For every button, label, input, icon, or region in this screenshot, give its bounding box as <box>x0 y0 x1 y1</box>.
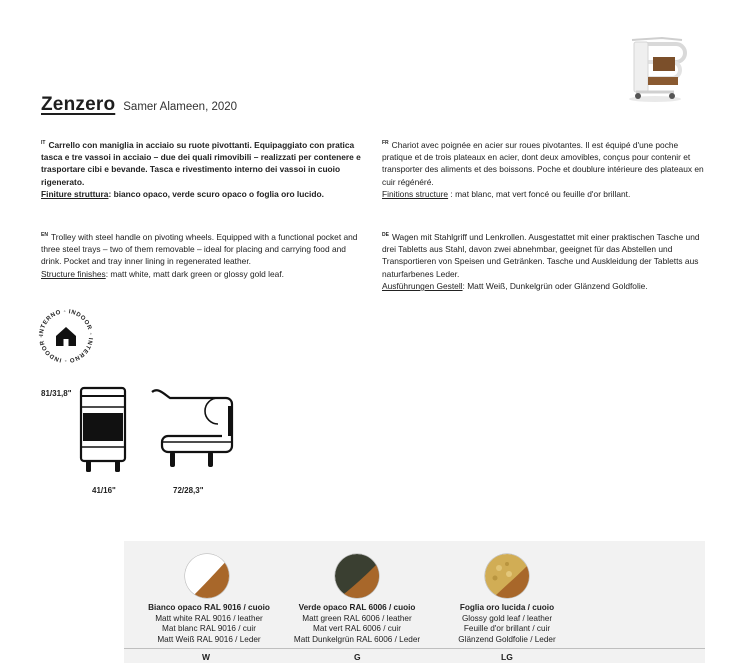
width-dimension: 41/16" <box>92 486 116 495</box>
finish-label-it: Finiture struttura <box>41 188 109 199</box>
swatch-green <box>335 554 379 598</box>
finish-text-green <box>272 603 442 645</box>
height-dimension: 81/31,8" <box>41 389 72 398</box>
finish-line: Mat vert RAL 6006 / cuir <box>313 624 401 633</box>
finishes-panel <box>124 541 705 663</box>
product-title: Zenzero <box>41 94 116 115</box>
finish-title-gold: Foglia oro lucida / cuoio <box>459 603 555 612</box>
swatch-gold <box>485 554 529 598</box>
front-view-drawing <box>77 385 129 477</box>
lang-tag-it: IT <box>41 140 46 146</box>
finish-value-en: : matt white, matt dark green or glossy gold leaf. <box>105 268 284 279</box>
finish-label-de: Ausführungen Gestell <box>382 280 463 291</box>
finish-value-it: : bianco opaco, verde scuro opaco o foglia oro lucido. <box>108 188 324 199</box>
finish-value-fr: : mat blanc, mat vert foncé ou feuille d'or brillant. <box>448 188 631 199</box>
bottom-divider <box>124 648 705 649</box>
lang-tag-en: EN <box>41 232 48 238</box>
finish-code-green: G <box>354 652 361 662</box>
description-en-text: Trolley with steel handle on pivoting wheels. Equipped with a functional pocket and three steel trays – two of them removable – ideal for placing and carrying food and drink. Pocket and tray inner lining in regenerated leather. <box>41 231 358 267</box>
finish-line: Mat blanc RAL 9016 / cuir <box>162 624 256 633</box>
designer-credit: Samer Alameen, 2020 <box>123 101 238 113</box>
finish-text-white <box>124 603 294 645</box>
finish-label-en: Structure finishes <box>41 268 106 279</box>
finish-title-white: Bianco opaco RAL 9016 / cuoio <box>148 603 270 612</box>
finish-label-fr: Finitions structure <box>382 188 449 199</box>
product-thumbnail <box>622 30 688 104</box>
lang-tag-de: DE <box>382 232 389 238</box>
description-it <box>41 137 367 200</box>
finish-value-de: : Matt Weiß, Dunkelgrün oder Glänzend Goldfolie. <box>462 280 648 291</box>
description-de-text: Wagen mit Stahlgriff und Lenkrollen. Ausgestattet mit einer praktischen Tasche und drei Tabletts aus Stahl, davon zwei abnehmbar, geeignet für das Abstellen und Transportieren von Speisen und Getränken. Tasche und Auskleidung der Tabletts aus naturfarbenes Leder. <box>382 231 700 279</box>
lang-tag-fr: FR <box>382 140 389 146</box>
finish-line: Feuille d'or brillant / cuir <box>463 624 551 633</box>
depth-dimension: 72/28,3" <box>173 486 204 495</box>
finish-line: Glänzend Goldfolie / Leder <box>458 634 556 644</box>
finish-code-white: W <box>202 652 211 662</box>
finish-text-gold <box>422 603 592 645</box>
description-fr-text: Chariot avec poignée en acier sur roues pivotantes. Il est équipé d'une poche pratique et de trois plateaux en acier, dont deux amovibles, conçus pour contenir et transporter des aliments et des boissons. Poche et doublure intérieure des plateaux en cuir régénéré. <box>382 139 704 187</box>
house-icon <box>56 327 76 346</box>
finish-line: Glossy gold leaf / leather <box>461 613 553 623</box>
side-view-drawing <box>148 384 240 476</box>
finish-line: Matt Dunkelgrün RAL 6006 / Leder <box>293 634 421 644</box>
indoor-badge <box>35 305 97 367</box>
finish-line: Matt white RAL 9016 / leather <box>155 613 263 623</box>
finish-code-gold: LG <box>501 652 513 662</box>
badge-ring-text: INTERNO ◦ INDOOR ◦ INTERNO ◦ INDOOR ◦ <box>38 308 94 364</box>
description-de <box>382 229 707 292</box>
description-fr <box>382 137 707 200</box>
finish-line: Matt green RAL 6006 / leather <box>302 613 412 623</box>
title-row <box>41 94 237 116</box>
swatch-white <box>185 554 229 598</box>
finish-title-green: Verde opaco RAL 6006 / cuoio <box>298 603 416 612</box>
finish-line: Matt Weiß RAL 9016 / Leder <box>157 634 261 644</box>
description-en <box>41 229 367 280</box>
description-it-text: Carrello con maniglia in acciaio su ruote pivottanti. Equipaggiato con pratica tasca e tre vassoi in acciaio – due dei quali rimovibili – realizzati per contenere e trasportare cibi e bevande. Tasca e rivestimento interno dei vassoi in cuoio rigenerato. <box>41 139 361 187</box>
